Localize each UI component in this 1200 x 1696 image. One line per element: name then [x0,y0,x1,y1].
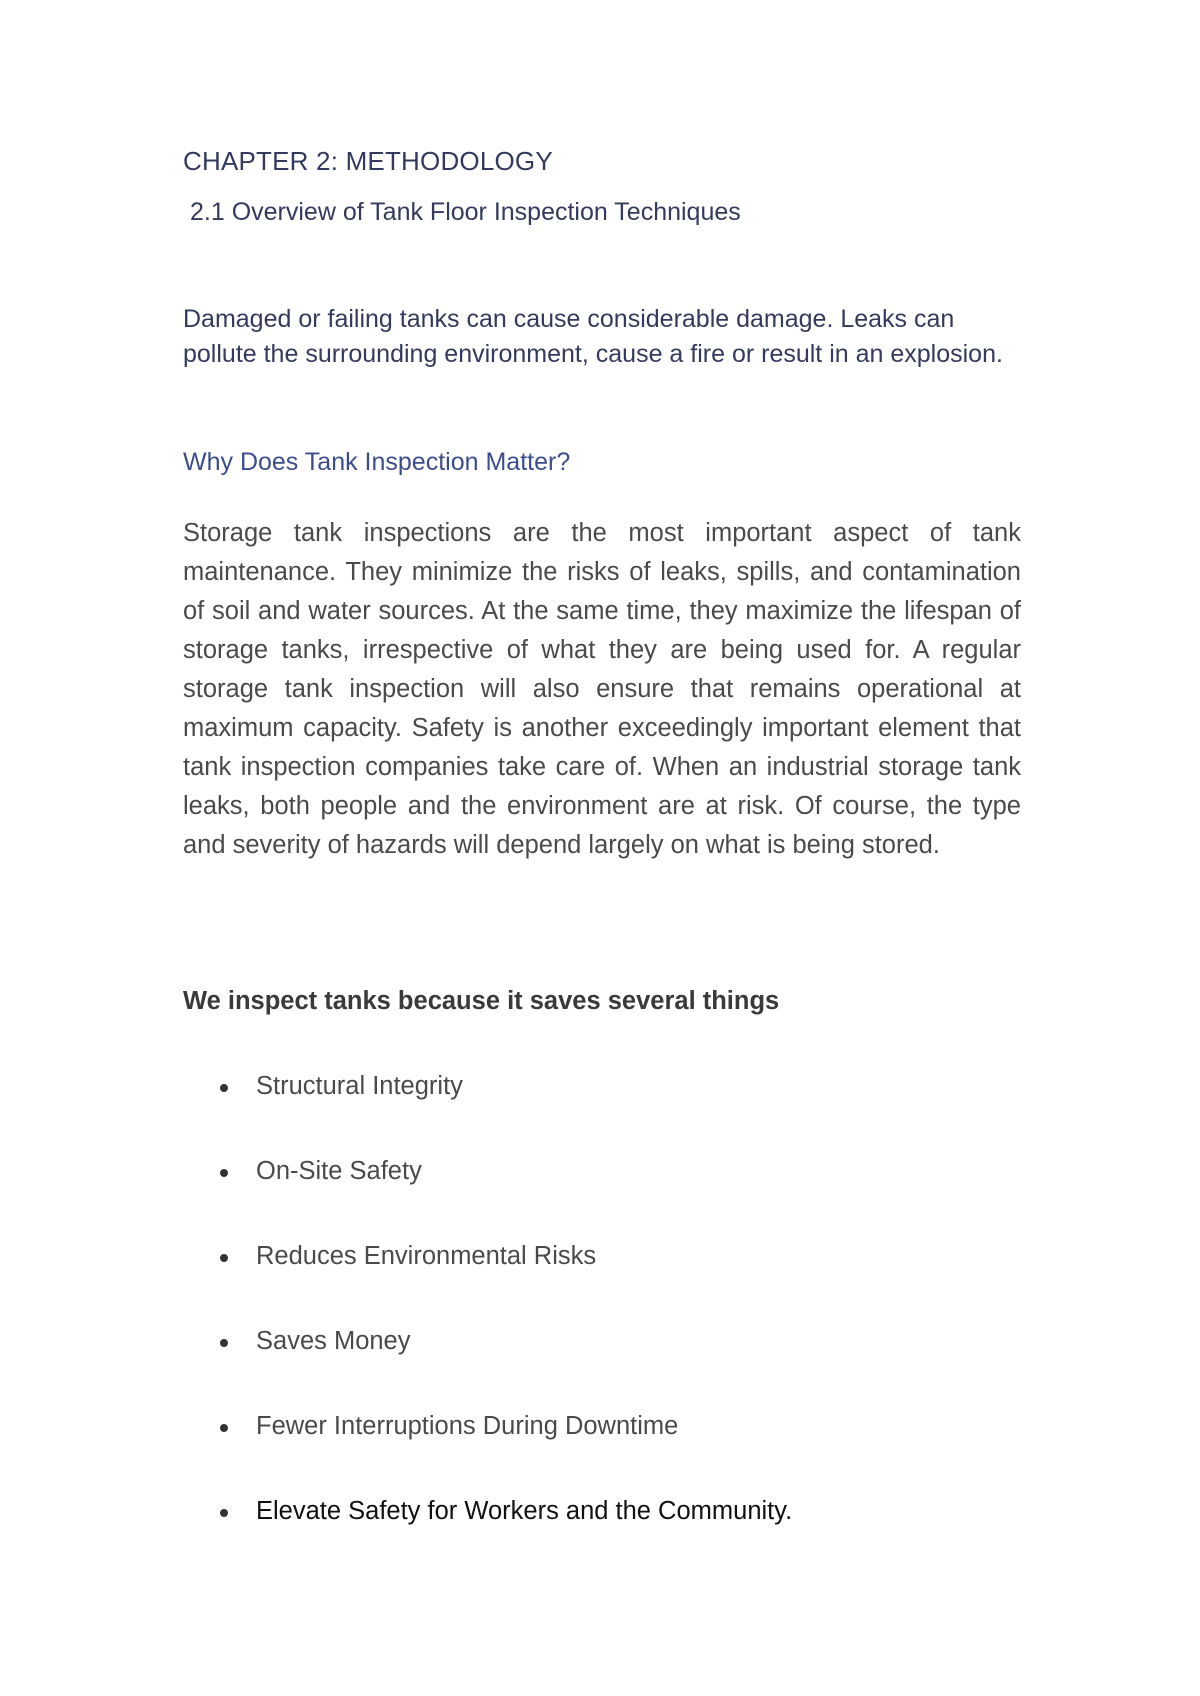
list-item-label: Reduces Environmental Risks [256,1242,597,1270]
chapter-title: CHAPTER 2: METHODOLOGY [183,146,553,176]
section-title: 2.1 Overview of Tank Floor Inspection Techniques [190,198,741,226]
list-item-label: Elevate Safety for Workers and the Community. [256,1497,793,1525]
body-paragraph: Storage tank inspections are the most important aspect of tank maintenance. They minimize the risks of leaks, spills, and contamination of soil and water sources. At the same time, they maximize the lifespan of storage tanks, irrespective of what they are being used for. A regular storage tank inspection will also ensure that remains operational at maximum capacity. Safety is another exceedingly important element that tank inspection companies take care of. When an industrial storage tank leaks, both people and the environment are at risk. Of course, the type and severity of hazards will depend largely on what is being stored. [183,519,1021,859]
list-item-label: Structural Integrity [256,1072,463,1100]
bullet-icon [220,1169,228,1177]
list-item-label: Saves Money [256,1327,411,1355]
bullet-icon [220,1254,228,1262]
bullet-icon [220,1339,228,1347]
bullet-icon [220,1084,228,1092]
intro-paragraph: Damaged or failing tanks can cause considerable damage. Leaks can pollute the surrounding environment, cause a fire or result in an explosion. [183,305,1003,368]
bold-heading: We inspect tanks because it saves several things [183,987,780,1015]
list-item-label: On-Site Safety [256,1157,422,1185]
bullet-icon [220,1424,228,1432]
list-item-label: Fewer Interruptions During Downtime [256,1412,679,1440]
bullet-icon [220,1509,228,1517]
question-heading: Why Does Tank Inspection Matter? [183,448,571,476]
